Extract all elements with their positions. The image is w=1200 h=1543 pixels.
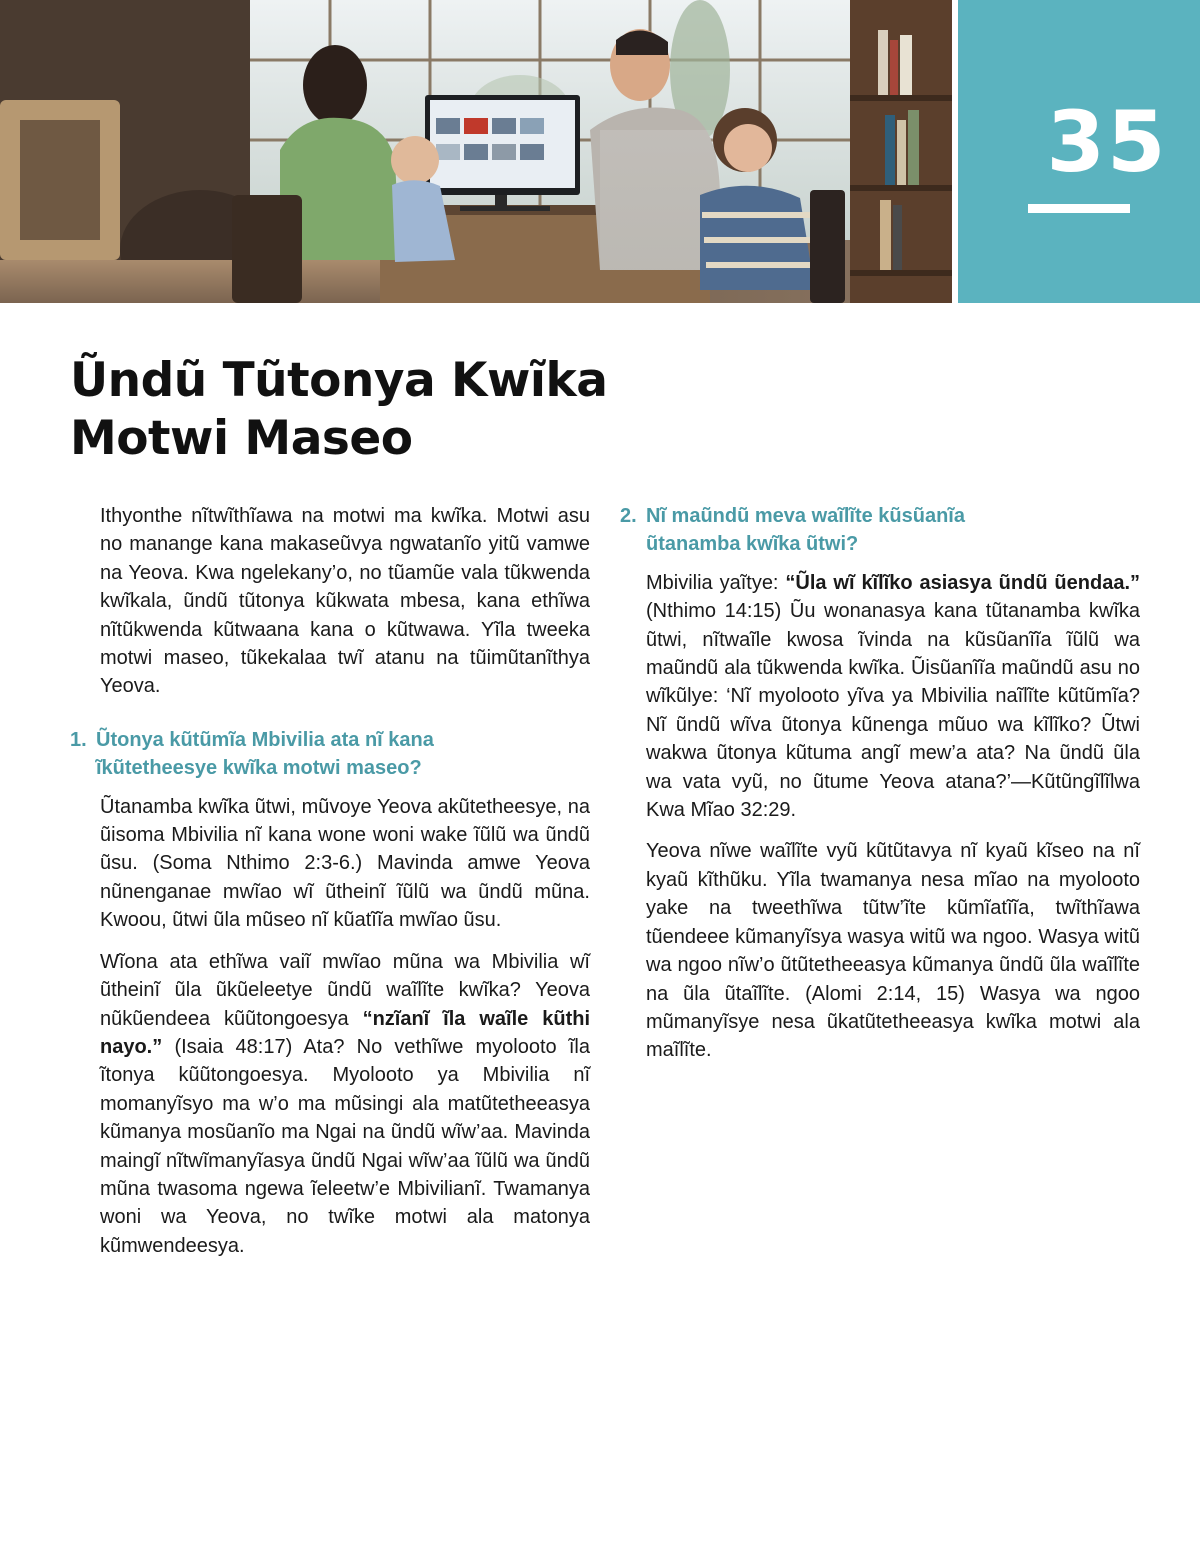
section-1-paragraph-2-text-b: (Isaia 48:17) Ata? No vethĩwe myolooto ĩla ĩtonya kũũtongoesya. Myolooto ya Mbivilia nĩ momanyĩsyo ma w’o ma mũsingi ala matũtetheeasya kũmanya mosũanĩo ma Ngai na ũndũ wĩw’aa. Mavinda maingĩ nĩtwĩmanyĩasya ũndũ Ngai wĩw’aa ĩũlũ wa ũndũ mũna twasoma ngewa ĩeleetw’e Mbivilianĩ. Twamanya woni wa Yeova, no twĩke motwi ala matonya kũmwendeesya.: [100, 1035, 590, 1257]
section-1-paragraph-2-text-a: Wĩona ata ethĩwa vaiĩ mwĩao mũna wa Mbivilia wĩ ũtheinĩ ũla ũkũeleetye ũndũ waĩlĩte kwĩka? Yeova nũkũendeea kũũtongoesya: [100, 950, 590, 1030]
question-1-line2: ĩkũtetheesye kwĩka motwi maseo?: [96, 757, 422, 780]
lesson-number-underline: [1028, 204, 1130, 213]
section-2-paragraph-1-text-b: (Nthimo 14:15) Ũu wonanasya kana tũtanamba kwĩka ũtwi, nĩtwaĩle kwosa ĩvinda na kũsũanĩĩa ĩũlũ wa maũndũ ala tũkwenda kwĩka. Ũisũanĩĩa maũndũ asu no wĩkũlye: ‘Nĩ myolooto yĩva ya Mbivilia naĩlĩte kũtũmĩa? Nĩ ũndũ wĩva ũtonya kũnenga mũuo wa kĩlĩko? Ũtwi wakwa ũtonya kũtuma angĩ mew’a ata? Na ũndũ ũla wa vata vyũ, no ũtume Yeova atana?’—Kũtũngĩlĩlwa Kwa Mĩao 32:29.: [646, 600, 1140, 822]
section-1-paragraph-1: Ũtanamba kwĩka ũtwi, mũvoye Yeova akũtetheesye, na ũisoma Mbivilia nĩ kana wone woni wake ĩũlũ wa ũndũ ũsu. (Soma Nthimo 2:3-6.) Mavinda amwe Yeova nũnenganae mwĩao wĩ ũtheinĩ ĩũlũ wa ũndũ mũna. Kwoou, ũtwi ũla mũseo nĩ kũatĩĩa mwĩao ũsu.: [100, 795, 590, 932]
question-2-line2: ũtanamba kwĩka ũtwi?: [646, 533, 859, 556]
hero-photo: [0, 0, 952, 303]
lesson-number-box: [958, 0, 1200, 303]
page-title-line1: Ũndũ Tũtonya Kwĩka: [70, 353, 608, 408]
page-title-line2: Motwi Maseo: [70, 411, 413, 466]
question-2-line1: Nĩ maũndũ meva waĩlĩte kũsũanĩa: [646, 505, 965, 527]
page-title: [70, 352, 690, 468]
right-column: [620, 502, 1140, 1078]
lesson-number: 35: [1046, 93, 1168, 191]
section-2-paragraph-1: [646, 569, 1140, 825]
section-1-paragraph-2: [100, 948, 590, 1260]
section-2-paragraph-1-text-a: Mbivilia yaĩtye:: [646, 571, 786, 594]
section-2-paragraph-2: Yeova nĩwe waĩlĩte vyũ kũtũtavya nĩ kyaũ kĩseo na nĩ kyaũ kĩthũku. Yĩla twamanya nesa mĩao na myolooto yake na tweethĩwa tũtw’ĩte kũmĩatĩĩa, twĩthĩawa tũendeee kũmanyĩsya wasya witũ wa ngoo. Wasya witũ wa ngoo nĩw’o ũtũtetheeasya kũmanya ũndũ ũla waĩlĩte na ũla ũtaĩlĩte. (Alomi 2:14, 15) Wasya wa ngoo mũmanyĩsye nesa ũkatũtetheeasya kwĩka motwi ala maĩlĩte.: [646, 840, 1140, 1062]
question-1-heading: [70, 726, 590, 783]
section-2-scripture-quote: “Ũla wĩ kĩlĩko asiasya ũndũ ũendaa.”: [785, 571, 1141, 594]
question-2-heading: [620, 502, 1140, 559]
intro-paragraph: Ithyonthe nĩtwĩthĩawa na motwi ma kwĩka. Motwi asu no manange kana makaseũvya ngwatanĩo yitũ vamwe na Yeova. Kwa ngelekany’o, no tũamũe vala tũkwenda kwĩkala, ũndũ tũtonya kũkwata mbesa, kana ethĩwa nĩtũkwenda kũtwaana kana o kũtwawa. Yĩla tweeka motwi maseo, tũkekalaa twĩ atanu na tũimũtanĩthya Yeova.: [100, 505, 590, 698]
left-column: [70, 502, 591, 1273]
section-1-scripture-quote: “nzĩanĩ ĩla waĩle kũthi nayo.”: [100, 1007, 591, 1058]
question-1-number: 1.: [70, 728, 87, 751]
question-1-line1: Ũtonya kũtũmĩa Mbivilia ata nĩ kana: [96, 728, 434, 751]
question-2-number: 2.: [620, 505, 637, 527]
